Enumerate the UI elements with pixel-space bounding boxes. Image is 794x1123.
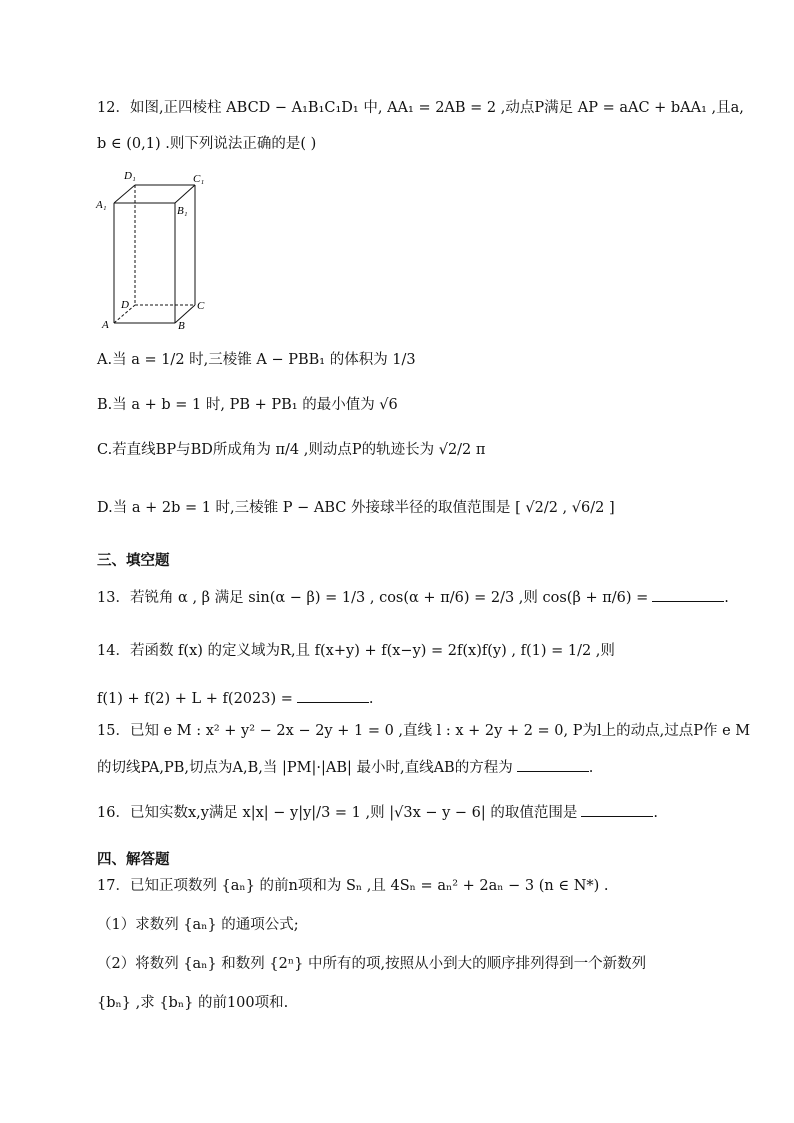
label-B1: B₁ [177,205,188,217]
q15-text: 的切线PA,PB,切点为A,B,当 |PM|·|AB| 最小时,直线AB的方程为 [97,760,513,776]
label-B: B [178,320,185,332]
q12-line1: 12．如图,正四棱柱 ABCD − A₁B₁C₁D₁ 中, AA₁ = 2AB = 2 ,动点P满足 AP = aAC + bAA₁ ,且a, [97,100,744,116]
q13-text: 13．若锐角 α , β 满足 sin(α − β) = 1/3 , cos(α + π/6) = 2/3 ,则 cos(β + π/6) = [97,590,649,606]
q12-option-a: A.当 a = 1/2 时,三棱锥 A − PBB₁ 的体积为 1/3 [97,352,416,368]
q16-text: 16．已知实数x,y满足 x|x| − y|y|/3 = 1 ,则 |√3x − y − 6| 的取值范围是 [97,805,578,821]
q14-answer-blank[interactable] [297,688,369,703]
q15-line2 [97,757,593,778]
q12-option-c: C.若直线BP与BD所成角为 π/4 ,则动点P的轨迹长为 √2/2 π [97,442,486,458]
label-A1: A₁ [96,199,107,211]
q14-period: . [368,691,374,707]
label-C: C [197,300,205,312]
q16-period: . [653,805,658,821]
q17-line4: {bₙ} ,求 {bₙ} 的前100项和. [97,995,289,1011]
label-A: A [102,319,109,331]
q13-answer-blank[interactable] [652,587,724,602]
q17-line1: 17．已知正项数列 {aₙ} 的前n项和为 Sₙ ,且 4Sₙ = aₙ² + 2aₙ − 3 (n ∈ N*) . [97,878,609,894]
q12-line2: b ∈ (0,1) .则下列说法正确的是( ) [97,136,317,152]
q17-line3: （2）将数列 {aₙ} 和数列 {2ⁿ} 中所有的项,按照从小到大的顺序排列得到一个新数列 [97,956,647,972]
q14-line2 [97,688,374,709]
q15-line1: 15．已知 e M : x² + y² − 2x − 2y + 1 = 0 ,直线 l : x + 2y + 2 = 0, P为l上的动点,过点P作 e M [97,723,751,739]
q13-line [97,587,729,608]
q14-text: f(1) + f(2) + L + f(2023) = [97,691,293,707]
section-fill-in: 三、填空题 [97,553,170,569]
q16-answer-blank[interactable] [581,802,653,817]
q15-period: . [588,760,594,776]
q17-line2: （1）求数列 {aₙ} 的通项公式; [97,917,299,933]
label-D: D [121,299,129,311]
q12-option-b: B.当 a + b = 1 时, PB + PB₁ 的最小值为 √6 [97,397,398,413]
q12-option-d: D.当 a + 2b = 1 时,三棱锥 P − ABC 外接球半径的取值范围是 [ √2/2 , √6/2 ] [97,500,615,516]
q15-answer-blank[interactable] [517,757,589,772]
section-answers: 四、解答题 [97,852,170,868]
label-D1: D₁ [124,170,136,182]
q13-period: . [724,590,729,606]
prism-figure [90,165,220,335]
label-C1: C₁ [193,173,205,185]
q16-line [97,802,658,823]
q14-line1: 14．若函数 f(x) 的定义域为R,且 f(x+y) + f(x−y) = 2f(x)f(y) , f(1) = 1/2 ,则 [97,643,615,659]
